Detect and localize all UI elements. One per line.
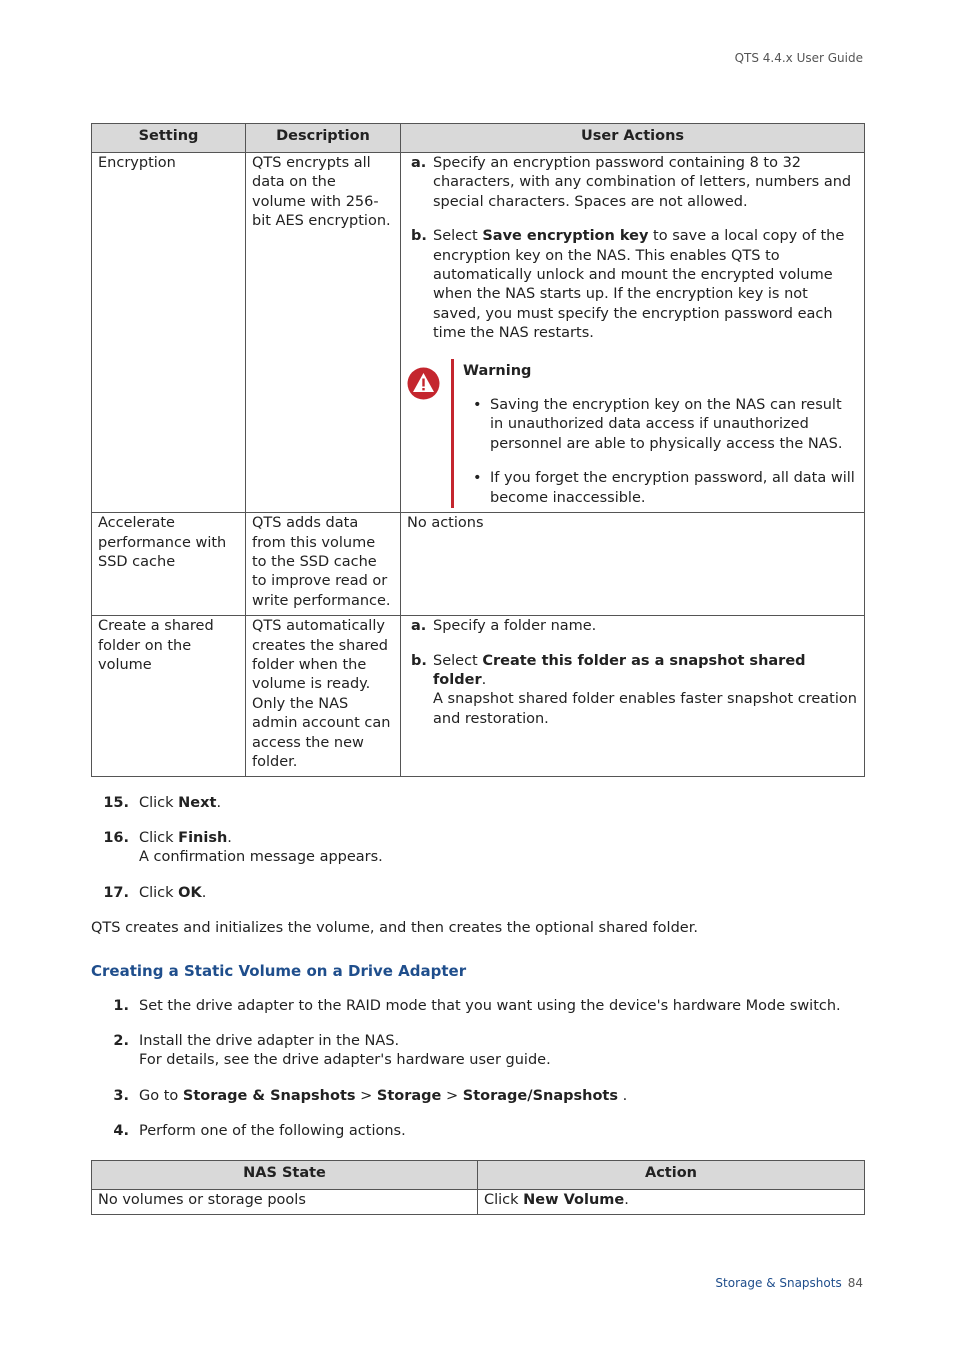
column-header-description: Description (246, 124, 401, 153)
column-header-action: Action (478, 1161, 865, 1190)
step-text-pre: Go to (139, 1088, 183, 1104)
action-letter: b. (411, 228, 427, 245)
description-cell: QTS encrypts all data on the volume with 256-bit AES encryption. (246, 153, 401, 513)
column-header-user-actions: User Actions (401, 124, 865, 153)
action-item (407, 652, 858, 730)
document-header: QTS 4.4.x User Guide (734, 51, 863, 65)
page-footer (715, 1276, 863, 1290)
path-separator: > (355, 1088, 377, 1104)
action-text (433, 227, 858, 343)
table-header-row (92, 1161, 865, 1190)
step-text-pre: Click (139, 830, 179, 846)
ui-term: OK (178, 885, 202, 901)
setting-cell: Create a shared folder on the volume (92, 616, 246, 777)
action-text-pre: Click (484, 1192, 524, 1208)
step-number: 16. (103, 830, 129, 846)
warning-bullet-text: If you forget the encryption password, all data will become inaccessible. (490, 470, 855, 506)
step-text-post: . (227, 830, 232, 846)
step-number: 2. (113, 1033, 129, 1049)
step-text: Perform one of the following actions. (139, 1123, 406, 1139)
description-cell: QTS adds data from this volume to the SSD cache to improve read or write performance. (246, 513, 401, 616)
column-header-setting: Setting (92, 124, 246, 153)
step-number: 17. (103, 885, 129, 901)
step-number: 4. (113, 1123, 129, 1139)
table-header-row (92, 124, 865, 153)
step-item (91, 1122, 864, 1141)
warning-bullet (463, 469, 858, 508)
setting-cell: Accelerate performance with SSD cache (92, 513, 246, 616)
conclusion-paragraph: QTS creates and initializes the volume, and then creates the optional shared folder. (91, 920, 698, 936)
user-actions-cell (401, 153, 865, 513)
nas-state-table (91, 1160, 865, 1215)
step-item (91, 1032, 864, 1071)
column-header-nas-state: NAS State (92, 1161, 478, 1190)
table-row (92, 153, 865, 513)
footer-section: Storage & Snapshots (715, 1276, 842, 1290)
action-text-line2: A snapshot shared folder enables faster snapshot creation and restoration. (433, 691, 857, 727)
step-text-line2: A confirmation message appears. (139, 849, 383, 866)
setting-cell: Encryption (92, 153, 246, 513)
action-letter: a. (411, 618, 427, 635)
action-text-post: . (624, 1192, 629, 1208)
step-item (91, 1087, 864, 1106)
nas-state-cell: No volumes or storage pools (92, 1190, 478, 1215)
warning-bullet-text: Saving the encryption key on the NAS can result in unauthorized data access if unauthorized personnel are able to physically access the NAS. (490, 397, 843, 452)
step-text-pre: Click (139, 885, 179, 901)
ui-term: Storage/Snapshots (462, 1088, 618, 1104)
step-text-post: . (617, 1088, 628, 1104)
path-separator: > (441, 1088, 463, 1104)
action-letter: b. (411, 652, 427, 669)
ui-term: Create this folder as a snapshot shared folder (433, 652, 806, 688)
step-text (139, 1087, 627, 1106)
user-actions-cell: No actions (401, 513, 865, 616)
section-heading: Creating a Static Volume on a Drive Adapter (91, 962, 467, 980)
warning-icon (407, 359, 451, 508)
step-text-pre: Click (139, 795, 179, 811)
action-text (433, 652, 858, 730)
ui-term: Save encryption key (482, 228, 649, 245)
action-item (407, 227, 858, 343)
step-item (91, 794, 864, 813)
warning-title: Warning (463, 362, 532, 379)
page-number: 84 (847, 1276, 863, 1290)
bullet-icon: • (473, 397, 482, 414)
action-text-post: to save a local copy of the encryption key on the NAS. This enables QTS to automatically unlock and mount the encrypted volume when the NAS starts up. If the encryption key is not saved, you must specify the encryption password each time the NAS restarts. (433, 228, 845, 342)
action-cell (478, 1190, 865, 1215)
step-text-line2: For details, see the drive adapter's hardware user guide. (139, 1052, 551, 1069)
step-text-post: . (216, 795, 222, 811)
table-row (92, 616, 865, 777)
ui-term: New Volume (523, 1192, 625, 1208)
warning-box (407, 359, 858, 508)
step-text (139, 884, 206, 903)
warning-body (451, 359, 858, 508)
description-cell: QTS automatically creates the shared folder when the volume is ready. Only the NAS admin account can access the new folder. (246, 616, 401, 777)
step-text: Set the drive adapter to the RAID mode that you want using the device's hardware Mode switch. (139, 998, 841, 1014)
volume-settings-table (91, 123, 865, 777)
step-number: 1. (113, 998, 129, 1014)
table-row (92, 513, 865, 616)
step-item (91, 884, 864, 903)
ui-term: Storage & Snapshots (182, 1088, 356, 1104)
action-text-pre: Select (433, 652, 483, 669)
step-item (91, 829, 864, 868)
bullet-icon: • (473, 470, 482, 487)
action-item (407, 154, 858, 212)
step-text (139, 829, 383, 868)
step-number: 3. (113, 1088, 129, 1104)
action-text-post: . (481, 671, 487, 688)
step-text-line1: Install the drive adapter in the NAS. (139, 1033, 400, 1049)
ui-term: Storage (376, 1088, 442, 1104)
action-text: Specify a folder name. (433, 618, 597, 635)
ui-term: Next (178, 795, 217, 811)
user-actions-cell (401, 616, 865, 777)
action-text-pre: Select (433, 228, 483, 245)
step-text (139, 1032, 551, 1071)
ui-term: Finish (178, 830, 228, 846)
step-text-post: . (201, 885, 207, 901)
action-letter: a. (411, 155, 427, 171)
table-row (92, 1190, 865, 1215)
action-text: Specify an encryption password containing 8 to 32 characters, with any combination of letters, numbers and special characters. Spaces are not allowed. (433, 155, 852, 210)
step-text (139, 794, 221, 813)
action-item (407, 617, 858, 636)
warning-bullet (463, 396, 858, 454)
step-number: 15. (103, 795, 129, 811)
step-item (91, 997, 864, 1016)
